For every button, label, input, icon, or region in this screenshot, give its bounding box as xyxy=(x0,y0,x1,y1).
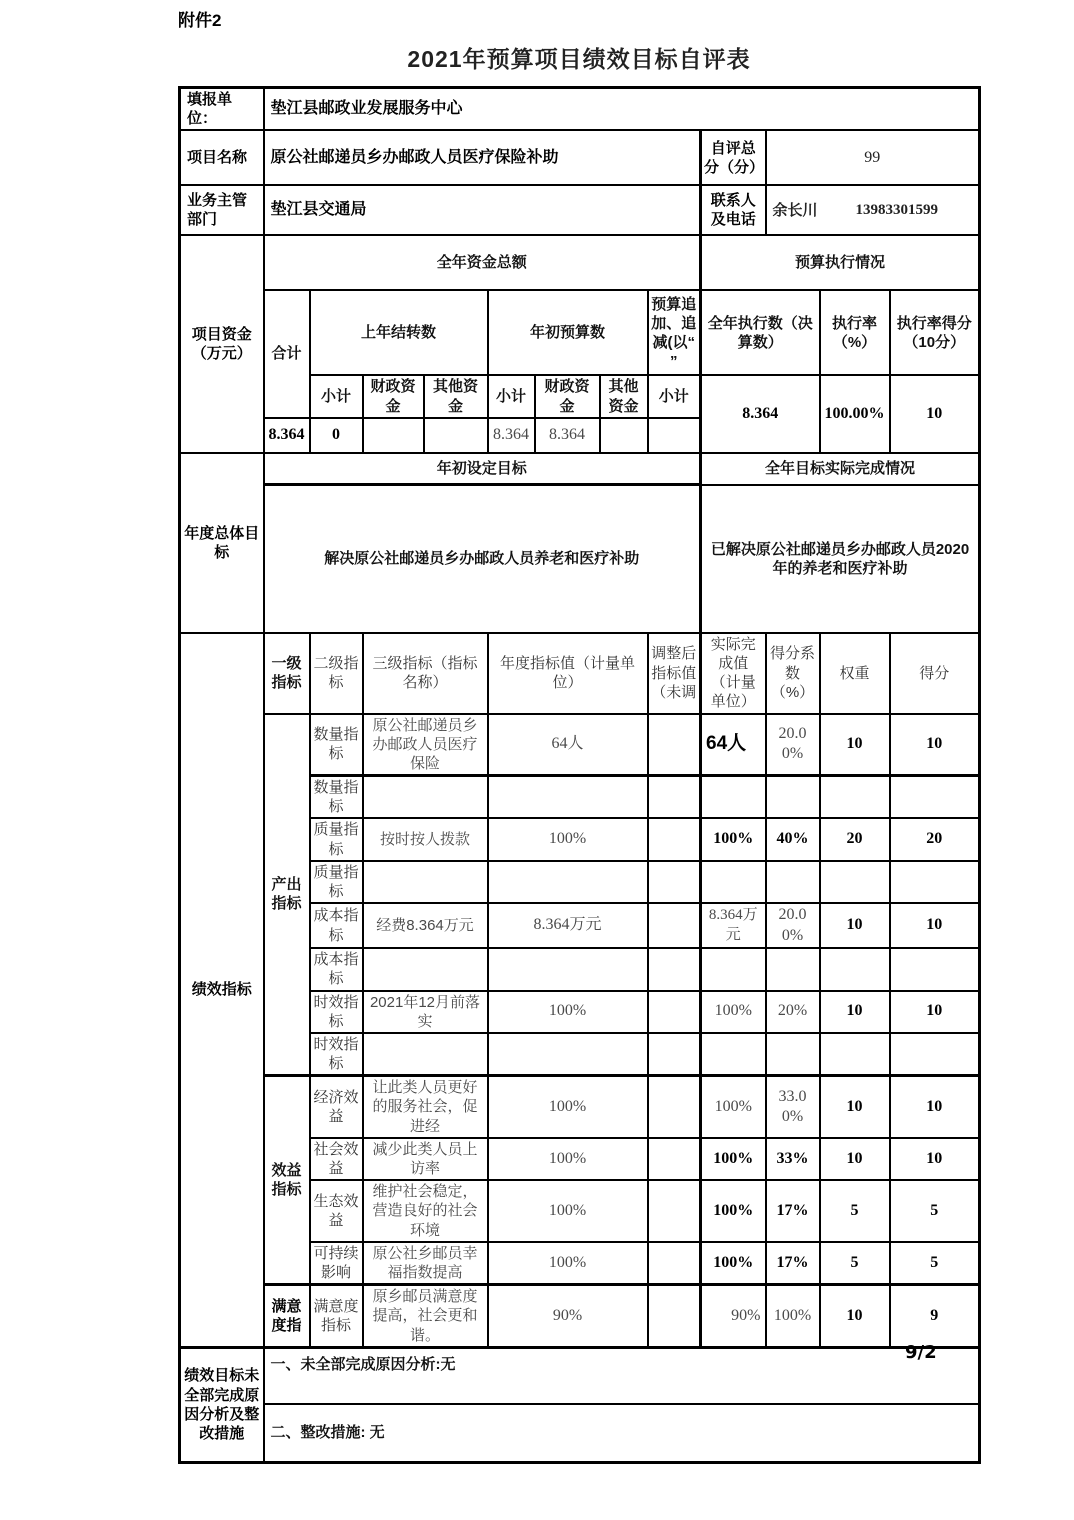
annual-cell xyxy=(488,1033,648,1076)
page-title: 2021年预算项目绩效目标自评表 xyxy=(407,46,751,72)
annual-cell: 100% xyxy=(488,1242,648,1285)
group-benefit: 效益指标 xyxy=(264,1076,310,1285)
level3-cell: 原公社邮递员乡办邮政人员医疗保险 xyxy=(363,714,488,776)
prev-subtotal-header: 小计 xyxy=(310,375,363,417)
coef-cell: 33% xyxy=(766,1138,820,1180)
level2-cell: 经济效益 xyxy=(310,1076,363,1138)
project-name-label: 项目名称 xyxy=(180,130,264,185)
contact-name: 余长川 xyxy=(772,201,818,219)
actual-cell: 90% xyxy=(701,1285,766,1348)
funding-col-prev-year: 上年结转数 xyxy=(310,290,488,375)
score-cell xyxy=(890,1033,980,1076)
score-cell: 9 xyxy=(890,1285,980,1348)
goal-actual-value: 已解决原公社邮递员乡办邮政人员2020年的养老和医疗补助 xyxy=(701,485,980,633)
score-cell: 10 xyxy=(890,903,980,948)
document-sheet xyxy=(178,0,980,1464)
actual-cell: 8.364万元 xyxy=(701,903,766,948)
header-score: 得分 xyxy=(890,633,980,714)
indicators-row-label: 绩效指标 xyxy=(180,633,264,1347)
table-row xyxy=(180,130,980,185)
funding-total-header: 全年资金总额 xyxy=(264,235,701,290)
actual-cell: 100% xyxy=(701,1180,766,1242)
init-other-header: 其他资金 xyxy=(600,375,648,417)
actual-cell xyxy=(701,861,766,903)
group-satisfaction: 满意度指 xyxy=(264,1285,310,1348)
annual-cell: 100% xyxy=(488,1138,648,1180)
indicator-row xyxy=(180,1076,980,1138)
actual-cell: 100% xyxy=(701,1138,766,1180)
self-evaluation-table xyxy=(178,86,981,1464)
coef-cell xyxy=(766,948,820,990)
level2-cell: 数量指标 xyxy=(310,776,363,819)
exec-rate-value: 100.00% xyxy=(820,375,890,452)
adjusted-cell xyxy=(648,948,701,990)
score-cell: 10 xyxy=(890,991,980,1033)
adjusted-cell xyxy=(648,776,701,819)
self-score-value: 99 xyxy=(766,130,980,185)
funding-col-total: 合计 xyxy=(264,290,310,417)
level2-cell: 质量指标 xyxy=(310,861,363,903)
actual-cell xyxy=(701,948,766,990)
table-row xyxy=(180,1404,980,1462)
coef-cell: 20.00% xyxy=(766,714,820,776)
dept-label: 业务主管部门 xyxy=(180,185,264,235)
adjusted-cell xyxy=(648,818,701,860)
budget-execution-header: 预算执行情况 xyxy=(701,235,980,290)
coef-cell: 40% xyxy=(766,818,820,860)
weight-cell xyxy=(820,776,890,819)
annual-cell: 100% xyxy=(488,991,648,1033)
analysis-row-label: 绩效目标未全部完成原因分析及整改措施 xyxy=(180,1347,264,1462)
header-coefficient: 得分系数（%） xyxy=(766,633,820,714)
score-cell: 5 xyxy=(890,1242,980,1285)
empty-cell xyxy=(363,418,424,453)
level2-cell: 时效指标 xyxy=(310,1033,363,1076)
score-cell: 10 xyxy=(890,714,980,776)
empty-cell xyxy=(648,418,701,453)
header-weight: 权重 xyxy=(820,633,890,714)
weight-cell xyxy=(820,948,890,990)
score-cell: 10 xyxy=(890,1076,980,1138)
weight-cell xyxy=(820,1033,890,1076)
level2-cell: 成本指标 xyxy=(310,903,363,948)
exec-total-value: 8.364 xyxy=(701,375,820,452)
table-row xyxy=(180,1347,980,1404)
weight-cell: 10 xyxy=(820,991,890,1033)
annual-cell xyxy=(488,776,648,819)
indicator-row xyxy=(180,1285,980,1348)
score-cell xyxy=(890,948,980,990)
header-level2: 二级指标 xyxy=(310,633,363,714)
coef-cell xyxy=(766,861,820,903)
contact-phone: 13983301599 xyxy=(855,201,939,218)
level3-cell: 经费8.364万元 xyxy=(363,903,488,948)
weight-cell xyxy=(820,861,890,903)
funding-col-exec-rate: 执行率（%） xyxy=(820,290,890,375)
annual-cell xyxy=(488,948,648,990)
group-output: 产出指标 xyxy=(264,714,310,1076)
coef-cell xyxy=(766,1033,820,1076)
reporting-unit-label: 填报单位： xyxy=(180,88,264,131)
weight-cell: 10 xyxy=(820,903,890,948)
header-level3: 三级指标（指标名称） xyxy=(363,633,488,714)
exec-score-value: 10 xyxy=(890,375,980,452)
analysis-reason: 一、未全部完成原因分析:无 xyxy=(264,1347,980,1404)
weight-cell: 10 xyxy=(820,714,890,776)
funding-total-value: 8.364 xyxy=(264,418,310,453)
coef-cell: 33.00% xyxy=(766,1076,820,1138)
level2-cell: 数量指标 xyxy=(310,714,363,776)
adjusted-cell xyxy=(648,1033,701,1076)
level3-cell xyxy=(363,1033,488,1076)
page-number: 9/2 xyxy=(905,1342,937,1363)
adjusted-cell xyxy=(648,1138,701,1180)
prev-fiscal-header: 财政资金 xyxy=(363,375,424,417)
indicator-row xyxy=(180,714,980,776)
adjusted-cell xyxy=(648,991,701,1033)
actual-cell xyxy=(701,1033,766,1076)
reporting-unit-value: 垫江县邮政业发展服务中心 xyxy=(264,88,980,131)
weight-cell: 20 xyxy=(820,818,890,860)
contact-label: 联系人及电话 xyxy=(701,185,766,235)
level3-cell: 2021年12月前落实 xyxy=(363,991,488,1033)
actual-cell xyxy=(701,776,766,819)
project-name-value: 原公社邮递员乡办邮政人员医疗保险补助 xyxy=(264,130,701,185)
init-fiscal-header: 财政资金 xyxy=(535,375,600,417)
level2-cell: 社会效益 xyxy=(310,1138,363,1180)
goal-actual-header: 全年目标实际完成情况 xyxy=(701,453,980,485)
level3-cell: 维护社会稳定，营造良好的社会环境 xyxy=(363,1180,488,1242)
prev-subtotal-value: 0 xyxy=(310,418,363,453)
adjusted-cell xyxy=(648,1242,701,1285)
actual-cell: 100% xyxy=(701,991,766,1033)
coef-cell: 20% xyxy=(766,991,820,1033)
level2-cell: 时效指标 xyxy=(310,991,363,1033)
level3-cell: 原乡邮员满意度提高，社会更和谐。 xyxy=(363,1285,488,1348)
header-level1: 一级指标 xyxy=(264,633,310,714)
coef-cell: 17% xyxy=(766,1242,820,1285)
goal-set-value: 解决原公社邮递员乡办邮政人员养老和医疗补助 xyxy=(264,485,701,633)
weight-cell: 10 xyxy=(820,1285,890,1348)
level3-cell: 减少此类人员上访率 xyxy=(363,1138,488,1180)
table-row xyxy=(180,290,980,375)
weight-cell: 10 xyxy=(820,1138,890,1180)
header-annual-value: 年度指标值（计量单位） xyxy=(488,633,648,714)
annual-cell: 100% xyxy=(488,1180,648,1242)
score-cell: 10 xyxy=(890,1138,980,1180)
annual-cell: 64人 xyxy=(488,714,648,776)
actual-cell: 100% xyxy=(701,1076,766,1138)
level2-cell: 满意度指标 xyxy=(310,1285,363,1348)
funding-row-label: 项目资金（万元） xyxy=(180,235,264,452)
funding-col-initial-budget: 年初预算数 xyxy=(488,290,648,375)
init-subtotal-header: 小计 xyxy=(488,375,535,417)
score-cell xyxy=(890,861,980,903)
init-fiscal-value: 8.364 xyxy=(535,418,600,453)
table-row xyxy=(180,235,980,290)
annual-cell: 100% xyxy=(488,818,648,860)
level3-cell: 按时按人拨款 xyxy=(363,818,488,860)
level2-cell: 可持续影响 xyxy=(310,1242,363,1285)
goal-set-header: 年初设定目标 xyxy=(264,453,701,485)
score-cell xyxy=(890,776,980,819)
adjusted-cell xyxy=(648,1076,701,1138)
funding-col-exec-score: 执行率得分（10分） xyxy=(890,290,980,375)
weight-cell: 5 xyxy=(820,1180,890,1242)
table-row xyxy=(180,185,980,235)
actual-cell: 64人 xyxy=(701,714,766,776)
attachment-label: 附件2 xyxy=(178,11,222,30)
weight-cell: 10 xyxy=(820,1076,890,1138)
adjusted-cell xyxy=(648,903,701,948)
level3-cell: 原公社乡邮员幸福指数提高 xyxy=(363,1242,488,1285)
table-row xyxy=(180,485,980,633)
level2-cell: 质量指标 xyxy=(310,818,363,860)
adjusted-cell xyxy=(648,861,701,903)
analysis-measures: 二、整改措施: 无 xyxy=(264,1404,980,1462)
table-row xyxy=(180,88,980,131)
empty-cell xyxy=(424,418,488,453)
coef-cell xyxy=(766,776,820,819)
level3-cell xyxy=(363,776,488,819)
actual-cell: 100% xyxy=(701,818,766,860)
annual-goal-row-label: 年度总体目标 xyxy=(180,453,264,633)
level2-cell: 成本指标 xyxy=(310,948,363,990)
adjust-subtotal-header: 小计 xyxy=(648,375,701,417)
funding-col-exec-total: 全年执行数（决算数） xyxy=(701,290,820,375)
annual-cell: 8.364万元 xyxy=(488,903,648,948)
init-subtotal-value: 8.364 xyxy=(488,418,535,453)
level3-cell: 让此类人员更好的服务社会，促进经 xyxy=(363,1076,488,1138)
score-cell: 5 xyxy=(890,1180,980,1242)
dept-value: 垫江县交通局 xyxy=(264,185,701,235)
level3-cell xyxy=(363,861,488,903)
table-row xyxy=(180,633,980,714)
coef-cell: 100% xyxy=(766,1285,820,1348)
adjusted-cell xyxy=(648,714,701,776)
annual-cell: 100% xyxy=(488,1076,648,1138)
header-adjusted-value: 调整后指标值（未调 xyxy=(648,633,701,714)
coef-cell: 20.00% xyxy=(766,903,820,948)
funding-col-adjustment: 预算追加、追减(以“ ” xyxy=(648,290,701,375)
level3-cell xyxy=(363,948,488,990)
prev-other-header: 其他资金 xyxy=(424,375,488,417)
annual-cell: 90% xyxy=(488,1285,648,1348)
self-score-label: 自评总分（分） xyxy=(701,130,766,185)
adjusted-cell xyxy=(648,1285,701,1348)
adjusted-cell xyxy=(648,1180,701,1242)
contact-value xyxy=(766,185,980,235)
header-actual-value: 实际完成值（计量单位） xyxy=(701,633,766,714)
level2-cell: 生态效益 xyxy=(310,1180,363,1242)
empty-cell xyxy=(600,418,648,453)
annual-cell xyxy=(488,861,648,903)
actual-cell: 100% xyxy=(701,1242,766,1285)
score-cell: 20 xyxy=(890,818,980,860)
table-row xyxy=(180,453,980,485)
weight-cell: 5 xyxy=(820,1242,890,1285)
coef-cell: 17% xyxy=(766,1180,820,1242)
